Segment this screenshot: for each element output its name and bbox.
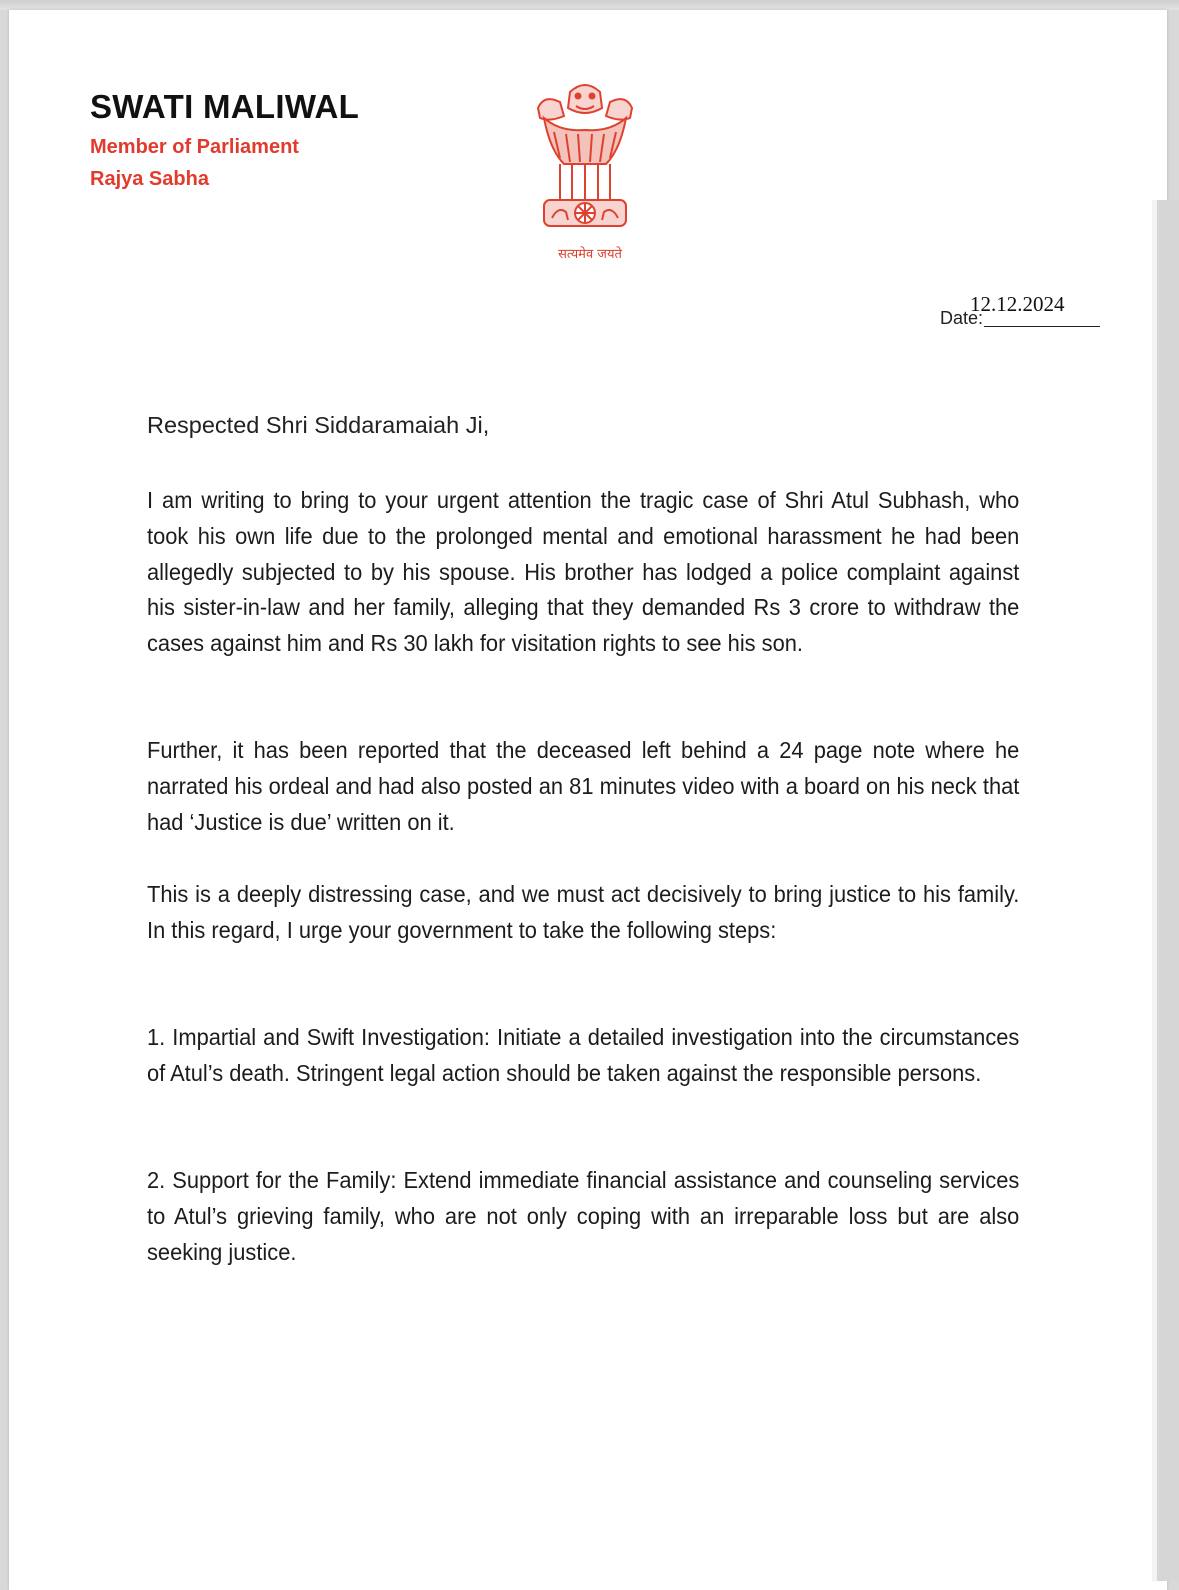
sender-role: Member of Parliament (90, 136, 299, 158)
viewer-top-edge (0, 0, 1179, 10)
viewer-background-edge (1157, 200, 1179, 1581)
date-value: 12.12.2024 (970, 292, 1065, 316)
paragraph-request: This is a deeply distressing case, and we must act decisively to bring justice to his family. In this regard, I urge your government to take the following steps: (147, 881, 1020, 943)
sender-name: SWATI MALIWAL (90, 88, 360, 125)
list-item-family-support: 2. Support for the Family: Extend immediate financial assistance and counseling services to Atul’s grieving family, who are not only coping with an irreparable loss but are also seeking justice. (147, 1167, 1020, 1265)
sender-house: Rajya Sabha (90, 168, 209, 190)
salutation: Respected Shri Siddaramaiah Ji, (147, 412, 490, 438)
national-emblem-icon (530, 72, 640, 262)
date-underline (984, 326, 1100, 327)
date-label: Date: (940, 308, 984, 328)
list-item-investigation: 1. Impartial and Swift Investigation: Initiate a detailed investigation into the circumstances of Atul’s death. Stringent legal action should be taken against the responsible persons. (147, 1024, 1020, 1086)
emblem-motto: सत्यमेव जयते (558, 247, 622, 262)
paragraph-incident: I am writing to bring to your urgent attention the tragic case of Shri Atul Subhash, who took his own life due to the prolonged mental and emotional harassment he had been allegedly subjected to by his spouse. His brother has lodged a police complaint against his sister-in-law and her family, alleging that they demanded Rs 3 crore to withdraw the cases against him and Rs 30 lakh for visitation rights to see his son. (147, 487, 1020, 657)
paragraph-note-video: Further, it has been reported that the deceased left behind a 24 page note where he narrated his ordeal and had also posted an 81 minutes video with a board on his neck that had ‘Justice is due’ written on it. (147, 737, 1020, 835)
